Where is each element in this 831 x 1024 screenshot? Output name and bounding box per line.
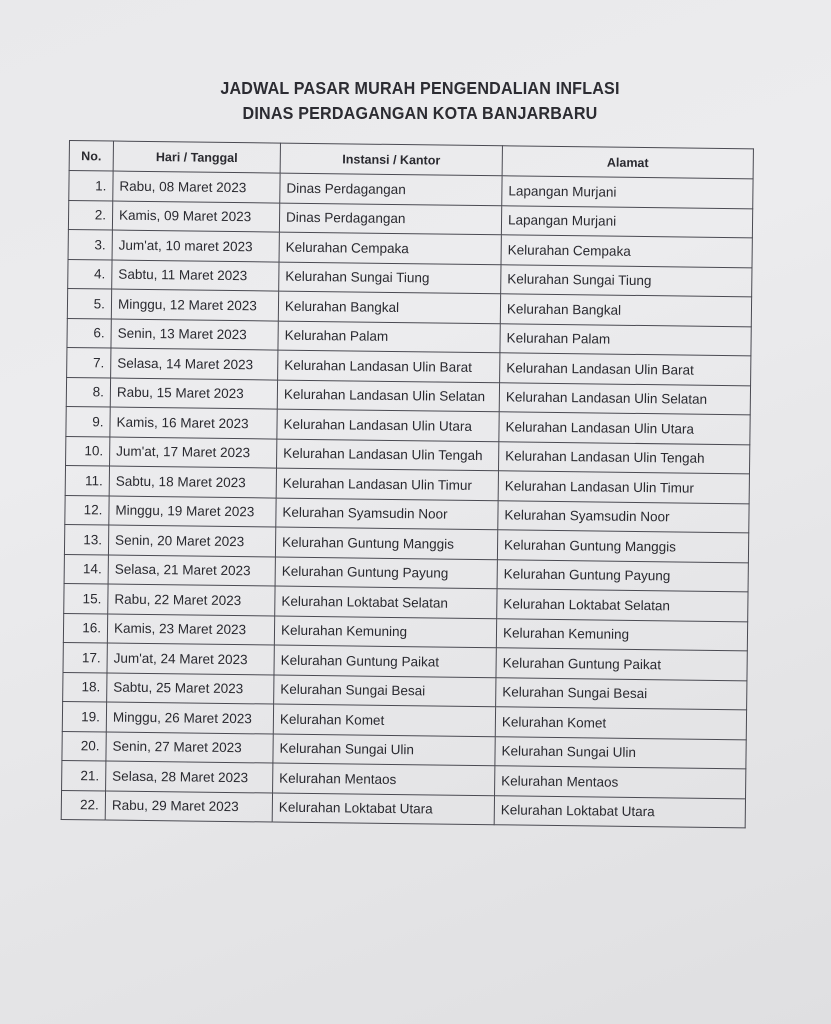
row-date: Minggu, 26 Maret 2023	[106, 702, 273, 734]
row-date: Sabtu, 25 Maret 2023	[107, 673, 274, 705]
row-address: Kelurahan Sungai Ulin	[495, 736, 746, 769]
row-address: Kelurahan Landasan Ulin Timur	[498, 471, 749, 504]
row-number: 9.	[66, 406, 110, 436]
row-institution: Kelurahan Komet	[273, 704, 495, 736]
row-date: Minggu, 19 Maret 2023	[109, 496, 276, 528]
row-address: Kelurahan Landasan Ulin Tengah	[498, 441, 749, 474]
row-institution: Kelurahan Mentaos	[273, 763, 495, 795]
row-institution: Kelurahan Kemuning	[274, 616, 496, 648]
row-institution: Kelurahan Guntung Payung	[275, 557, 497, 589]
row-institution: Kelurahan Syamsudin Noor	[276, 498, 498, 530]
row-date: Rabu, 15 Maret 2023	[110, 378, 277, 410]
row-address: Kelurahan Landasan Ulin Utara	[499, 412, 750, 445]
row-institution: Kelurahan Landasan Ulin Selatan	[277, 380, 499, 412]
row-number: 15.	[64, 583, 108, 613]
row-address: Kelurahan Mentaos	[495, 766, 746, 799]
document-subtitle: DINAS PERDAGANGAN KOTA BANJARBARU	[242, 103, 598, 123]
row-address: Kelurahan Landasan Ulin Selatan	[499, 382, 750, 415]
row-date: Rabu, 29 Maret 2023	[105, 790, 272, 822]
row-institution: Kelurahan Landasan Ulin Tengah	[277, 439, 499, 471]
row-address: Kelurahan Guntung Manggis	[497, 530, 748, 563]
row-institution: Kelurahan Landasan Ulin Timur	[276, 468, 498, 500]
row-address: Kelurahan Guntung Payung	[497, 559, 748, 592]
row-date: Kamis, 23 Maret 2023	[107, 614, 274, 646]
row-institution: Kelurahan Landasan Ulin Barat	[278, 350, 500, 382]
row-institution: Kelurahan Guntung Manggis	[275, 527, 497, 559]
row-date: Senin, 20 Maret 2023	[108, 525, 275, 557]
header-date: Hari / Tanggal	[113, 141, 280, 173]
row-date: Senin, 27 Maret 2023	[106, 731, 273, 763]
row-institution: Kelurahan Sungai Tiung	[279, 262, 501, 294]
row-institution: Kelurahan Palam	[278, 321, 500, 353]
header-institution: Instansi / Kantor	[280, 143, 502, 176]
row-number: 20.	[62, 731, 106, 761]
row-date: Senin, 13 Maret 2023	[111, 319, 278, 351]
row-address: Kelurahan Komet	[495, 707, 746, 740]
row-number: 5.	[67, 288, 111, 318]
row-number: 2.	[68, 200, 112, 230]
row-address: Kelurahan Syamsudin Noor	[498, 500, 749, 533]
row-institution: Kelurahan Bangkal	[278, 291, 500, 323]
row-number: 7.	[67, 347, 111, 377]
row-address: Kelurahan Palam	[500, 323, 751, 356]
row-date: Sabtu, 18 Maret 2023	[109, 466, 276, 498]
row-date: Jum'at, 10 maret 2023	[112, 230, 279, 262]
row-institution: Dinas Perdagangan	[280, 173, 502, 205]
row-address: Kelurahan Kemuning	[496, 618, 747, 651]
row-institution: Kelurahan Loktabat Selatan	[275, 586, 497, 618]
header-address: Alamat	[502, 146, 753, 179]
row-date: Kamis, 16 Maret 2023	[110, 407, 277, 439]
row-date: Rabu, 22 Maret 2023	[108, 584, 275, 616]
row-number: 12.	[65, 495, 109, 525]
row-institution: Kelurahan Sungai Besai	[274, 675, 496, 707]
row-institution: Dinas Perdagangan	[279, 203, 501, 235]
row-institution: Kelurahan Landasan Ulin Utara	[277, 409, 499, 441]
row-address: Kelurahan Guntung Paikat	[496, 648, 747, 681]
row-date: Jum'at, 17 Maret 2023	[110, 437, 277, 469]
row-address: Kelurahan Landasan Ulin Barat	[500, 353, 751, 386]
row-institution: Kelurahan Guntung Paikat	[274, 645, 496, 677]
row-number: 4.	[68, 259, 112, 289]
row-date: Selasa, 21 Maret 2023	[108, 555, 275, 587]
row-number: 11.	[65, 465, 109, 495]
row-number: 3.	[68, 229, 112, 259]
row-institution: Kelurahan Cempaka	[279, 232, 501, 264]
row-number: 8.	[66, 377, 110, 407]
row-number: 17.	[63, 642, 107, 672]
document-title: JADWAL PASAR MURAH PENGENDALIAN INFLASI	[220, 78, 620, 98]
row-date: Kamis, 09 Maret 2023	[112, 201, 279, 233]
row-number: 14.	[64, 554, 108, 584]
row-address: Kelurahan Sungai Tiung	[501, 264, 752, 297]
row-number: 16.	[63, 613, 107, 643]
row-number: 6.	[67, 318, 111, 348]
row-address: Kelurahan Loktabat Utara	[494, 795, 745, 828]
row-date: Minggu, 12 Maret 2023	[111, 289, 278, 321]
row-date: Rabu, 08 Maret 2023	[113, 171, 280, 203]
row-date: Selasa, 28 Maret 2023	[106, 761, 273, 793]
row-number: 21.	[62, 760, 106, 790]
table-body	[61, 171, 753, 828]
row-address: Kelurahan Bangkal	[500, 294, 751, 327]
row-date: Selasa, 14 Maret 2023	[111, 348, 278, 380]
row-number: 18.	[63, 672, 107, 702]
row-number: 19.	[62, 701, 106, 731]
row-address: Lapangan Murjani	[501, 205, 752, 238]
row-number: 13.	[64, 524, 108, 554]
row-date: Sabtu, 11 Maret 2023	[112, 260, 279, 292]
row-address: Kelurahan Sungai Besai	[496, 677, 747, 710]
header-no: No.	[69, 141, 113, 172]
row-address: Kelurahan Cempaka	[501, 235, 752, 268]
schedule-table	[61, 140, 754, 828]
row-number: 1.	[69, 171, 113, 201]
row-address: Lapangan Murjani	[502, 176, 753, 209]
row-institution: Kelurahan Loktabat Utara	[272, 793, 494, 825]
row-number: 22.	[61, 790, 105, 820]
row-address: Kelurahan Loktabat Selatan	[497, 589, 748, 622]
row-institution: Kelurahan Sungai Ulin	[273, 734, 495, 766]
row-number: 10.	[66, 436, 110, 466]
row-date: Jum'at, 24 Maret 2023	[107, 643, 274, 675]
